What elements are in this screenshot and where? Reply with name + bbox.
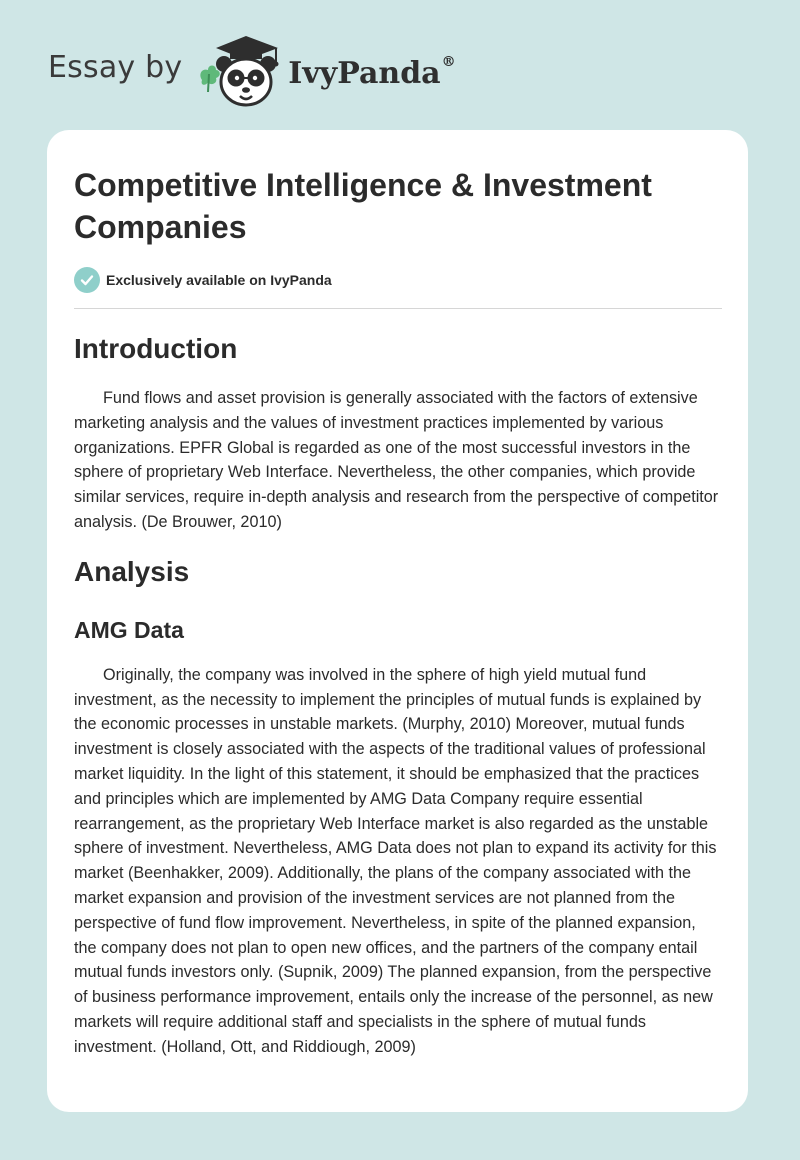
essay-by-label: Essay by — [48, 49, 183, 85]
amg-data-paragraph: Originally, the company was involved in the sphere of high yield mutual fund investment, as the necessity to implement the principles of mutual funds is explained by the economic processes in unstable markets. (Murphy, 2010) Moreover, mutual funds investment is closely associated with the aspects of the traditional values of professional market liquidity. In the light of this statement, it should be emphasized that the practices and principles which are implemented by AMG Data Company require essential rearrangement, as the proprietary Web Interface market is also regarded as the unstable sphere of investment. Nevertheless, AMG Data does not plan to expand its activity for this market (Beenhakker, 2009). Additionally, the plans of the company associated with the market expansion and provision of the investment services are not planned from the perspective of fund flow improvement. Nevertheless, in spite of the planned expansion, the company does not plan to open new offices, and the partners of the company entail mutual funds investors only. (Supnik, 2009) The planned expansion, from the perspective of business performance improvement, entails only the increase of the personnel, as new markets will require additional staff and specialists in the sphere of mutual funds investment. (Holland, Ott, and Riddiough, 2009) — [74, 665, 717, 1056]
exclusive-label: Exclusively available on IvyPanda — [106, 272, 332, 288]
introduction-heading: Introduction — [74, 333, 238, 364]
check-icon — [74, 267, 100, 293]
site-header — [48, 34, 456, 108]
essay-card — [47, 130, 748, 1112]
introduction-paragraph: Fund flows and asset provision is generally associated with the factors of extensive marketing analysis and the values of investment practices implemented by various organizations. EPFR Global is regarded as one of the most successful investors in the sphere of proprietary Web Interface. Nevertheless, the other companies, which provide similar services, require in-depth analysis and research from the perspective of competitor analysis. (De Brouwer, 2010) — [74, 389, 719, 531]
amg-data-subheading: AMG Data — [74, 616, 184, 643]
divider — [74, 308, 722, 309]
ivypanda-logo-text: IvyPanda® — [288, 53, 456, 91]
essay-title: Competitive Intelligence & Investment Companies — [74, 167, 652, 245]
ivy-leaf-icon — [201, 66, 220, 93]
panda-graduate-icon — [196, 34, 286, 108]
analysis-heading: Analysis — [74, 555, 190, 587]
exclusive-badge — [74, 266, 721, 294]
